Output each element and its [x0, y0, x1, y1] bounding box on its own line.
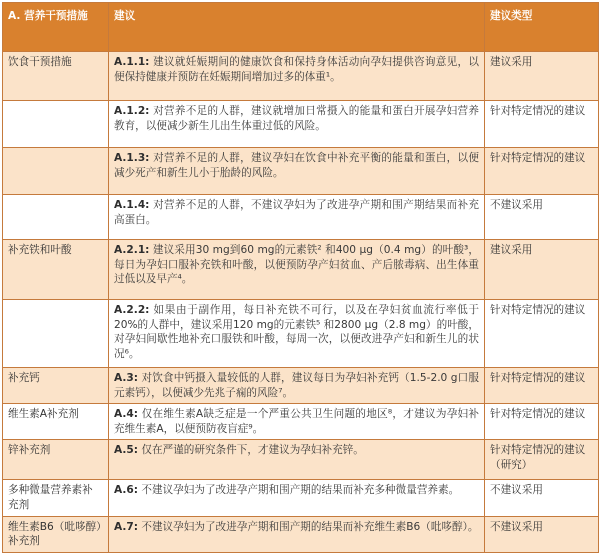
row-category: 锌补充剂: [3, 440, 109, 480]
row-category: [3, 148, 109, 195]
table-row: [3, 440, 599, 480]
row-type: 针对特定情况的建议: [485, 101, 599, 148]
row-category: [3, 195, 109, 240]
recommendation-code: A.7:: [114, 520, 139, 533]
table-row: [3, 101, 599, 148]
row-type: 针对特定情况的建议: [485, 368, 599, 404]
header-type: 建议类型: [485, 3, 599, 52]
recommendations-table: [2, 2, 599, 553]
row-type: 针对特定情况的建议（研究）: [485, 440, 599, 480]
row-recommendation: [109, 404, 485, 440]
table-row: [3, 368, 599, 404]
row-category: [3, 101, 109, 148]
row-type: 建议采用: [485, 240, 599, 300]
recommendation-text: 对营养不足的人群，建议就增加日常摄入的能量和蛋白开展孕妇营养教育，以便减少新生儿出生体重过低的风险。: [114, 105, 479, 132]
recommendation-code: A.1.2:: [114, 105, 150, 117]
row-category: 补充钙: [3, 368, 109, 404]
row-recommendation: [109, 440, 485, 480]
row-type: 不建议采用: [485, 516, 599, 552]
row-category: 补充铁和叶酸: [3, 240, 109, 300]
row-type: 针对特定情况的建议: [485, 300, 599, 368]
table-row: [3, 404, 599, 440]
row-recommendation: [109, 101, 485, 148]
row-category: 多种微量营养素补充剂: [3, 480, 109, 516]
row-type: 针对特定情况的建议: [485, 404, 599, 440]
row-recommendation: [109, 240, 485, 300]
recommendation-text: 对饮食中钙摄入量较低的人群，建议每日为孕妇补充钙（1.5-2.0 g口服元素钙），以便减少先兆子痫的风险⁷。: [114, 372, 479, 399]
row-type: 建议采用: [485, 52, 599, 101]
recommendation-code: A.6:: [114, 484, 139, 497]
row-recommendation: [109, 480, 485, 516]
recommendation-code: A.1.3:: [114, 152, 150, 164]
row-category: [3, 300, 109, 368]
row-category: 维生素B6（吡哆醇）补充剂: [3, 516, 109, 552]
table-row: [3, 52, 599, 101]
recommendation-code: A.5:: [114, 444, 139, 457]
row-type: 针对特定情况的建议: [485, 148, 599, 195]
row-recommendation: [109, 148, 485, 195]
header-recommendation: 建议: [109, 3, 485, 52]
table-row: [3, 240, 599, 300]
recommendation-code: A.3:: [114, 372, 139, 384]
table-row: [3, 195, 599, 240]
recommendation-text: 仅在维生素A缺乏症是一个严重公共卫生问题的地区⁸，才建议为孕妇补充维生素A，以便预防夜盲症⁹。: [114, 408, 479, 435]
row-type: 不建议采用: [485, 480, 599, 516]
table-row: [3, 516, 599, 552]
recommendation-text: 不建议孕妇为了改进孕产期和围产期的结果而补充多种微量营养素。: [138, 484, 460, 497]
recommendation-code: A.2.1:: [114, 244, 150, 256]
recommendation-code: A.1.4:: [114, 199, 150, 211]
recommendation-text: 建议采用30 mg到60 mg的元素铁² 和400 μg（0.4 mg）的叶酸³，每日为孕妇口服补充铁和叶酸，以便预防孕产妇贫血、产后脓毒病、出生体重过低以及早产⁴。: [114, 244, 479, 286]
recommendation-text: 建议就妊娠期间的健康饮食和保持身体活动向孕妇提供咨询意见，以便保持健康并预防在妊娠期间增加过多的体重¹。: [114, 56, 479, 83]
recommendation-text: 如果由于副作用，每日补充铁不可行，以及在孕妇贫血流行率低于20%的人群中，建议采用120 mg的元素铁⁵ 和2800 μg（2.8 mg）的叶酸，对孕妇间歇性地补充口服铁和叶酸，每周一次，以便改进孕产妇和新生儿的状况⁶。: [114, 304, 479, 360]
row-recommendation: [109, 300, 485, 368]
table-row: [3, 148, 599, 195]
row-category: 饮食干预措施: [3, 52, 109, 101]
recommendation-text: 仅在严谨的研究条件下，才建议为孕妇补充锌。: [138, 444, 364, 457]
row-type: 不建议采用: [485, 195, 599, 240]
table-row: [3, 480, 599, 516]
table-row: [3, 300, 599, 368]
row-recommendation: [109, 52, 485, 101]
row-category: 维生素A补充剂: [3, 404, 109, 440]
recommendation-text: 对营养不足的人群，不建议孕妇为了改进孕产期和围产期结果而补充高蛋白。: [114, 199, 479, 226]
recommendation-text: 不建议孕妇为了改进孕产期和围产期的结果而补充维生素B6（吡哆醇）。: [138, 520, 479, 533]
row-recommendation: [109, 195, 485, 240]
row-recommendation: [109, 368, 485, 404]
recommendation-code: A.4:: [114, 408, 139, 421]
recommendation-text: 对营养不足的人群，建议孕妇在饮食中补充平衡的能量和蛋白，以便减少死产和新生儿小于胎龄的风险。: [114, 152, 479, 179]
recommendation-code: A.2.2:: [114, 304, 150, 316]
table-header-row: [3, 3, 599, 52]
row-recommendation: [109, 516, 485, 552]
header-measure: A. 营养干预措施: [3, 3, 109, 52]
recommendation-code: A.1.1:: [114, 56, 150, 68]
